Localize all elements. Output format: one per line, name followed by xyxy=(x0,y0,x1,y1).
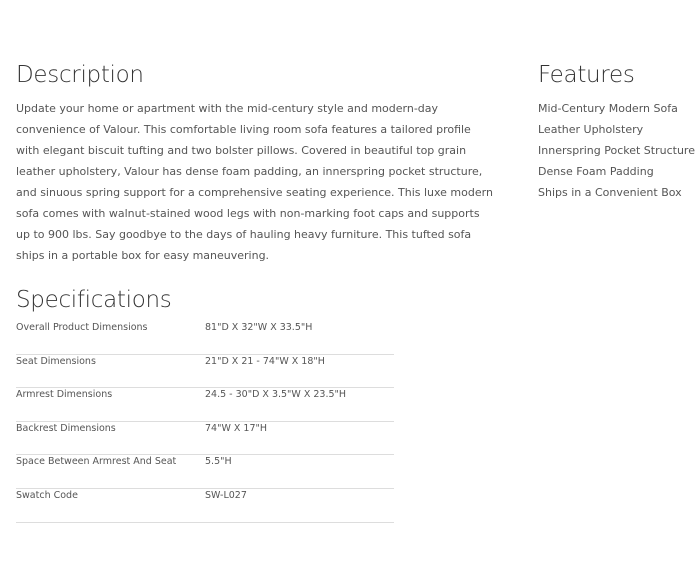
spec-row xyxy=(16,489,394,523)
description-body: Update your home or apartment with the mid-century style and modern-day convenience of Valour. This comfortable living room sofa features a tailored profile with elegant biscuit tufting and two bolster pillows. Covered in beautiful top grain leather upholstery, Valour has dense foam padding, an innerspring pocket structure, and sinuous spring support for a comprehensive seating experience. This luxe modern sofa comes with walnut-stained wood legs with non-marking foot caps and supports up to 900 lbs. Say goodbye to the days of hauling heavy furniture. This tufted sofa ships in a portable box for easy maneuvering. xyxy=(16,102,493,262)
spec-label: Space Between Armrest And Seat xyxy=(16,456,177,468)
spec-value: SW-L027 xyxy=(205,489,247,501)
spec-row xyxy=(16,321,394,355)
spec-value: 81"D X 32"W X 33.5"H xyxy=(205,322,313,333)
description-section xyxy=(16,58,496,266)
specifications-section xyxy=(16,283,394,523)
description-title: Description xyxy=(16,62,144,88)
spec-label: Overall Product Dimensions xyxy=(16,322,148,333)
features-section xyxy=(538,58,700,203)
spec-row xyxy=(16,422,394,456)
features-title: Features xyxy=(538,62,635,88)
spec-label: Armrest Dimensions xyxy=(16,389,113,401)
feature-item: Dense Foam Padding xyxy=(538,165,654,178)
spec-label: Backrest Dimensions xyxy=(16,422,116,434)
feature-item: Innerspring Pocket Structure xyxy=(538,144,695,157)
features-list xyxy=(538,98,700,203)
spec-row xyxy=(16,455,394,489)
spec-value: 74"W X 17"H xyxy=(205,422,268,434)
feature-item: Ships in a Convenient Box xyxy=(538,186,682,199)
specifications-title: Specifications xyxy=(16,287,172,313)
spec-value: 24.5 - 30"D X 3.5"W X 23.5"H xyxy=(205,389,347,401)
spec-value: 5.5"H xyxy=(205,456,232,468)
feature-item: Mid-Century Modern Sofa xyxy=(538,102,678,115)
specifications-table xyxy=(16,321,394,523)
spec-row xyxy=(16,355,394,389)
spec-label: Swatch Code xyxy=(16,489,78,501)
feature-item: Leather Upholstery xyxy=(538,123,644,136)
spec-row xyxy=(16,388,394,422)
spec-value: 21"D X 21 - 74"W X 18"H xyxy=(205,355,325,367)
spec-label: Seat Dimensions xyxy=(16,355,96,367)
